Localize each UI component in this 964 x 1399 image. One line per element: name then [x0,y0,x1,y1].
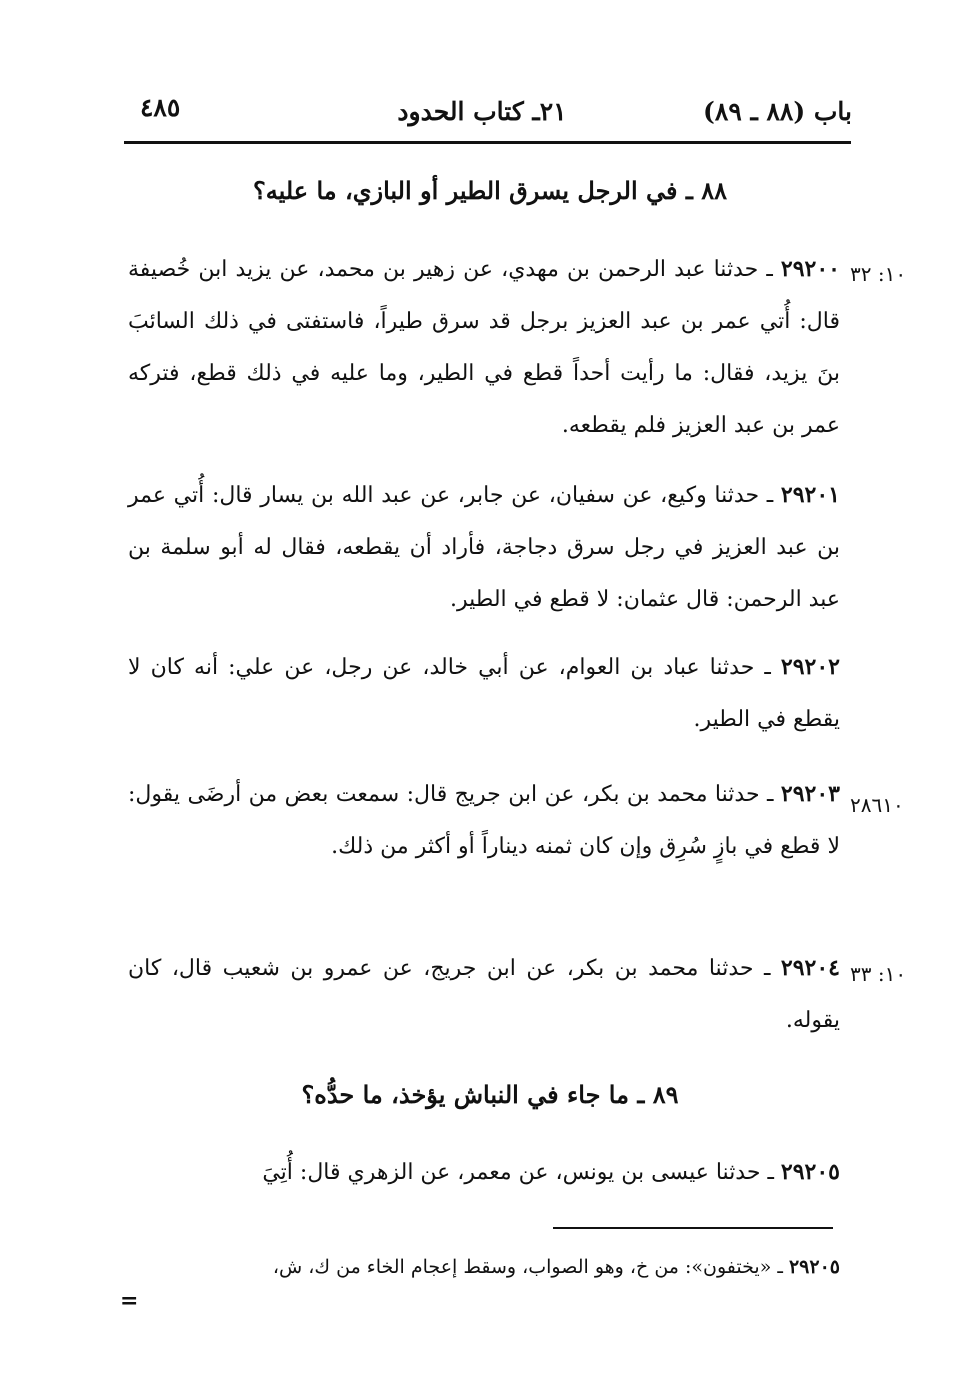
section-heading: ٨٨ ـ في الرجل يسرق الطير أو البازي، ما عليه؟ [252,176,728,205]
hadith-entry [128,243,840,452]
hadith-text: ـ حدثنا محمد بن بكر، عن ابن جريج قال: سمعت بعض من أرضَى يقول: لا قطع في بازٍ سُرِق وإن كان ثمنه ديناراً أو أكثر من ذلك. [128,782,840,859]
hadith-number: ٢٩٢٠٠ [780,256,840,282]
hadith-entry [128,942,840,1047]
hadith-entry [128,768,840,873]
footnote-text: ـ «يختفون»: من خ، وهو الصواب، وسقط إعجام الخاء من ك، ش، [272,1256,783,1278]
footnote-number: ٢٩٢٠٥ [788,1256,840,1278]
hadith-text: ـ حدثنا محمد بن بكر، عن ابن جريج، عن عمرو بن شعيب قال، كان يقوله. [128,956,840,1033]
hadith-text: ـ حدثنا وكيع، عن سفيان، عن جابر، عن عبد الله بن يسار قال: أُتي عمر بن عبد العزيز في رجل سرق دجاجة، فأراد أن يقطعه، فقال له أبو سلمة بن عبد الرحمن: قال عثمان: لا قطع في الطير. [128,483,840,612]
page-number: ٤٨٥ [140,93,181,122]
side-reference: ١٠: ٣٣ [850,962,907,986]
header-divider [124,141,851,144]
hadith-text: ـ حدثنا عباد بن العوام، عن أبي خالد، عن رجل، عن علي: أنه كان لا يقطع في الطير. [128,655,840,732]
hadith-number: ٢٩٢٠٥ [780,1159,840,1185]
hadith-number: ٢٩٢٠٢ [780,654,840,680]
hadith-number: ٢٩٢٠٤ [780,955,840,981]
hadith-entry [128,469,840,626]
continuation-mark: = [120,1288,139,1314]
chapter-range: باب (٨٨ ـ ٨٩) [703,97,852,126]
book-title: ٢١ـ كتاب الحدود [397,97,567,126]
footnote [128,1252,840,1282]
footnote-divider [553,1227,833,1229]
hadith-number: ٢٩٢٠١ [780,482,840,508]
hadith-text: ـ حدثنا عبد الرحمن بن مهدي، عن زهير بن محمد، عن يزيد ابن خُصيفة قال: أُتي عمر بن عبد العزيز برجل قد سرق طيراً، فاستفتى في ذلك السائبَ بنَ يزيد، فقال: ما رأيت أحداً قطع في الطير، وما عليه في ذلك قطع، فتركه عمر بن عبد العزيز فلم يقطعه. [128,257,840,438]
hadith-text: ـ حدثنا عيسى بن يونس، عن معمر، عن الزهري قال: أُتِيَ [262,1160,774,1185]
section-heading: ٨٩ ـ ما جاء في النباش يؤخذ، ما حدُّه؟ [301,1080,679,1109]
hadith-entry [128,641,840,746]
side-reference: ٢٨٦١٠ [850,793,904,817]
hadith-number: ٢٩٢٠٣ [780,781,840,807]
side-reference: ١٠: ٣٢ [850,262,907,286]
hadith-entry [128,1146,840,1199]
